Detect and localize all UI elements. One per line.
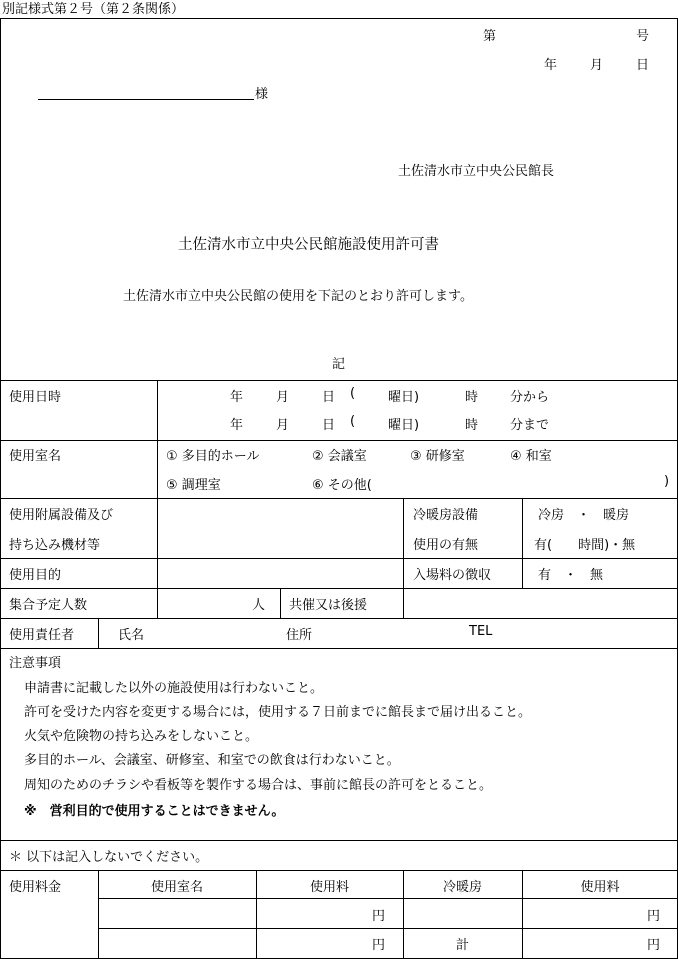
number-suffix: 号	[636, 29, 650, 44]
equipment-field[interactable]	[160, 500, 400, 556]
attendance-label: 集合予定人数	[9, 598, 88, 613]
fee-header-room-fee: 使用料	[309, 880, 349, 895]
room-option-japanese[interactable]: ④ 和室	[510, 449, 552, 464]
sponsor-label: 共催又は後援	[289, 598, 368, 613]
notes-heading: 注意事項	[9, 656, 62, 671]
fee-header-ac: 冷暖房	[442, 880, 482, 895]
attendance-unit: 人	[252, 598, 266, 613]
ac-label-2: 使用の有無	[413, 538, 479, 553]
yen-unit: 円	[647, 909, 661, 924]
addressee-honorific: 様	[255, 87, 269, 102]
date-day: 日	[636, 58, 650, 73]
datetime-label: 使用日時	[9, 390, 62, 405]
note-item: 火気や危険物の持ち込みをしないこと。	[24, 729, 259, 744]
addressee-line[interactable]	[38, 99, 254, 100]
responsible-address-label: 住所	[286, 628, 313, 643]
room-option-other[interactable]: ⑥ その他(	[312, 478, 372, 493]
profit-warning: ※ 営利目的で使用することはできません。	[24, 804, 285, 819]
fee-header-room: 使用室名	[150, 880, 203, 895]
note-item: 許可を受けた内容を変更する場合には，使用する７日前までに館長まで届け出ること。	[24, 705, 532, 720]
entry-fee-label: 入場料の徴収	[413, 568, 492, 583]
ac-usage-choice[interactable]: 有( 時間)・無	[534, 538, 636, 553]
entry-fee-choice[interactable]: 有 ・ 無	[538, 568, 604, 583]
issuer: 土佐清水市立中央公民館長	[398, 164, 555, 179]
responsible-label: 使用責任者	[9, 628, 75, 643]
purpose-label: 使用目的	[9, 568, 62, 583]
ac-type-choice[interactable]: 冷房 ・ 暖房	[538, 508, 630, 523]
total-label: 計	[456, 938, 470, 953]
equipment-label-1: 使用附属設備及び	[9, 508, 114, 523]
purpose-field[interactable]	[160, 560, 400, 586]
permission-statement: 土佐清水市立中央公民館の使用を下記のとおり許可します。	[123, 289, 473, 304]
yen-unit: 円	[372, 909, 386, 924]
yen-unit: 円	[372, 938, 386, 953]
sponsor-field[interactable]	[405, 590, 675, 616]
fee-header-ac-fee: 使用料	[580, 880, 620, 895]
date-year: 年	[544, 58, 558, 73]
yen-unit: 円	[647, 938, 661, 953]
equipment-label-2: 持ち込み機材等	[9, 538, 101, 553]
room-other-close: )	[664, 474, 670, 489]
responsible-name-label: 氏名	[118, 628, 145, 643]
number-prefix: 第	[483, 29, 497, 44]
date-month: 月	[590, 58, 604, 73]
document-title: 土佐清水市立中央公民館施設使用許可書	[178, 237, 439, 253]
room-option-meeting[interactable]: ② 会議室	[312, 449, 367, 464]
office-use-note: ＊ 以下は記入しないでください。	[9, 850, 209, 865]
responsible-tel-label: TEL	[469, 624, 493, 639]
room-option-training[interactable]: ③ 研修室	[410, 449, 465, 464]
rooms-label: 使用室名	[9, 449, 62, 464]
room-option-hall[interactable]: ① 多目的ホール	[166, 449, 260, 464]
note-item: 多目的ホール、会議室、研修室、和室での飲食は行わないこと。	[24, 753, 400, 768]
ac-label-1: 冷暖房設備	[413, 508, 479, 523]
room-option-cooking[interactable]: ⑤ 調理室	[166, 478, 221, 493]
fee-label: 使用料金	[9, 880, 62, 895]
note-item: 申請書に記載した以外の施設使用は行わないこと。	[24, 681, 324, 696]
ki-marker: 記	[332, 357, 346, 372]
note-item: 周知のためのチラシや看板等を製作する場合は、事前に館長の許可をとること。	[24, 778, 493, 793]
form-label: 別記様式第２号（第２条関係）	[2, 2, 185, 17]
